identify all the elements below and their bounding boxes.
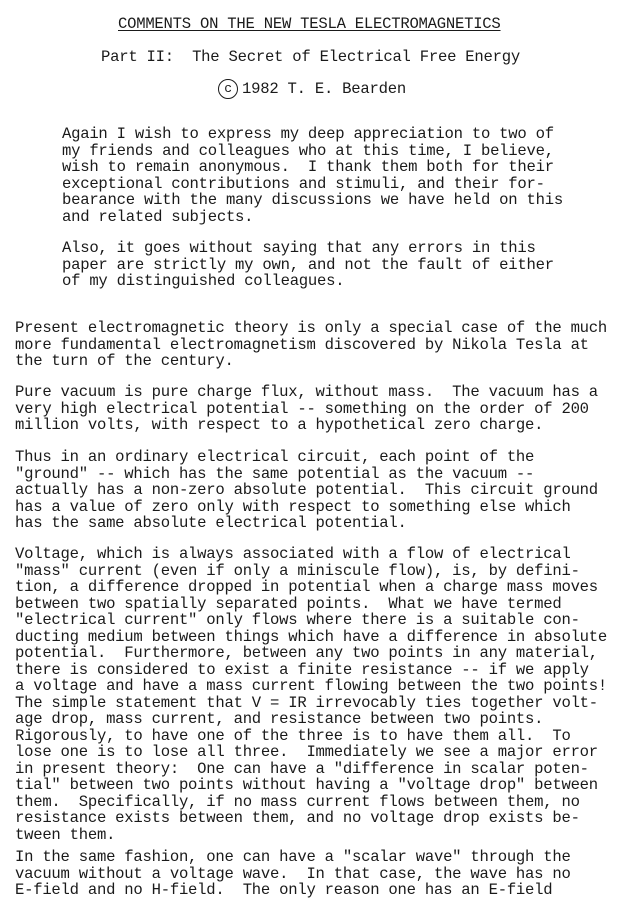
text-line: Again I wish to express my deep appreciation to two of bbox=[62, 125, 554, 143]
text-line: the turn of the century. bbox=[15, 352, 234, 370]
text-line: Present electromagnetic theory is only a special case of the much bbox=[15, 319, 608, 337]
text-line: has the same absolute electrical potential. bbox=[15, 514, 407, 532]
copyright-text: 1982 T. E. Bearden bbox=[242, 80, 406, 99]
text-line: very high electrical potential -- something on the order of 200 bbox=[15, 399, 589, 418]
text-line: age drop, mass current, and resistance between two points. bbox=[15, 710, 544, 728]
text-line: potential. Furthermore, between any two points in any material, bbox=[15, 644, 598, 662]
text-line: in present theory: One can have a "difference in scalar poten- bbox=[15, 759, 589, 778]
text-line: tween them. bbox=[15, 825, 116, 844]
text-line: has a value of zero only with respect to something else which bbox=[15, 497, 571, 516]
text-line: Also, it goes without saying that any errors in this bbox=[62, 239, 536, 257]
text-line: a voltage and have a mass current flowing between the two points! bbox=[15, 677, 608, 695]
text-line: my friends and colleagues who at this time, I believe, bbox=[62, 141, 554, 160]
text-line: "electrical current" only flows where there is a suitable con- bbox=[15, 611, 580, 629]
text-line: lose one is to lose all three. Immediately we see a major error bbox=[15, 743, 598, 761]
text-line: E-field and no H-field. The only reason one has an E-field bbox=[15, 881, 553, 899]
text-line: of my distinguished colleagues. bbox=[62, 272, 345, 290]
text-line: bearance with the many discussions we have held on this bbox=[62, 191, 563, 209]
text-line: In the same fashion, one can have a "scalar wave" through the bbox=[15, 848, 571, 866]
text-line: Rigorously, to have one of the three is to have them all. To bbox=[15, 726, 571, 745]
text-line: and related subjects. bbox=[62, 207, 254, 226]
text-line: wish to remain anonymous. I thank them both for their bbox=[62, 158, 554, 176]
text-line: tial" between two points without having a "voltage drop" between bbox=[15, 776, 598, 794]
copyright-symbol: c bbox=[218, 79, 238, 99]
text-line: The simple statement that V = IR irrevocably ties together volt- bbox=[15, 693, 598, 712]
text-line: there is considered to exist a finite resistance -- if we apply bbox=[15, 660, 589, 679]
text-line: paper are strictly my own, and not the fault of either bbox=[62, 255, 554, 274]
text-line: Pure vacuum is pure charge flux, without mass. The vacuum has a bbox=[15, 383, 598, 401]
text-line: ducting medium between things which have a difference in absolute bbox=[15, 627, 608, 646]
text-line: million volts, with respect to a hypothetical zero charge. bbox=[15, 416, 544, 434]
text-line: Thus in an ordinary electrical circuit, each point of the bbox=[15, 448, 535, 466]
text-line: tion, a difference dropped in potential when a charge mass moves bbox=[15, 578, 598, 596]
text-line: "mass" current (even if only a miniscule flow), is, by defini- bbox=[15, 561, 580, 580]
text-line: more fundamental electromagnetism discovered by Nikola Tesla at bbox=[15, 335, 589, 354]
text-line: exceptional contributions and stimuli, and their for- bbox=[62, 174, 545, 193]
copyright-line bbox=[218, 79, 406, 99]
text-line: vacuum without a voltage wave. In that case, the wave has no bbox=[15, 864, 571, 883]
text-line: Voltage, which is always associated with a flow of electrical bbox=[15, 545, 571, 563]
text-line: between two spatially separated points. What we have termed bbox=[15, 594, 562, 613]
text-line: actually has a non-zero absolute potential. This circuit ground bbox=[15, 481, 598, 499]
document-title: COMMENTS ON THE NEW TESLA ELECTROMAGNETICS bbox=[118, 15, 501, 33]
document-subtitle: Part II: The Secret of Electrical Free Energy bbox=[101, 48, 520, 66]
text-line: them. Specifically, if no mass current flows between them, no bbox=[15, 792, 580, 811]
text-line: "ground" -- which has the same potential as the vacuum -- bbox=[15, 464, 535, 483]
text-line: resistance exists between them, and no voltage drop exists be- bbox=[15, 809, 580, 827]
